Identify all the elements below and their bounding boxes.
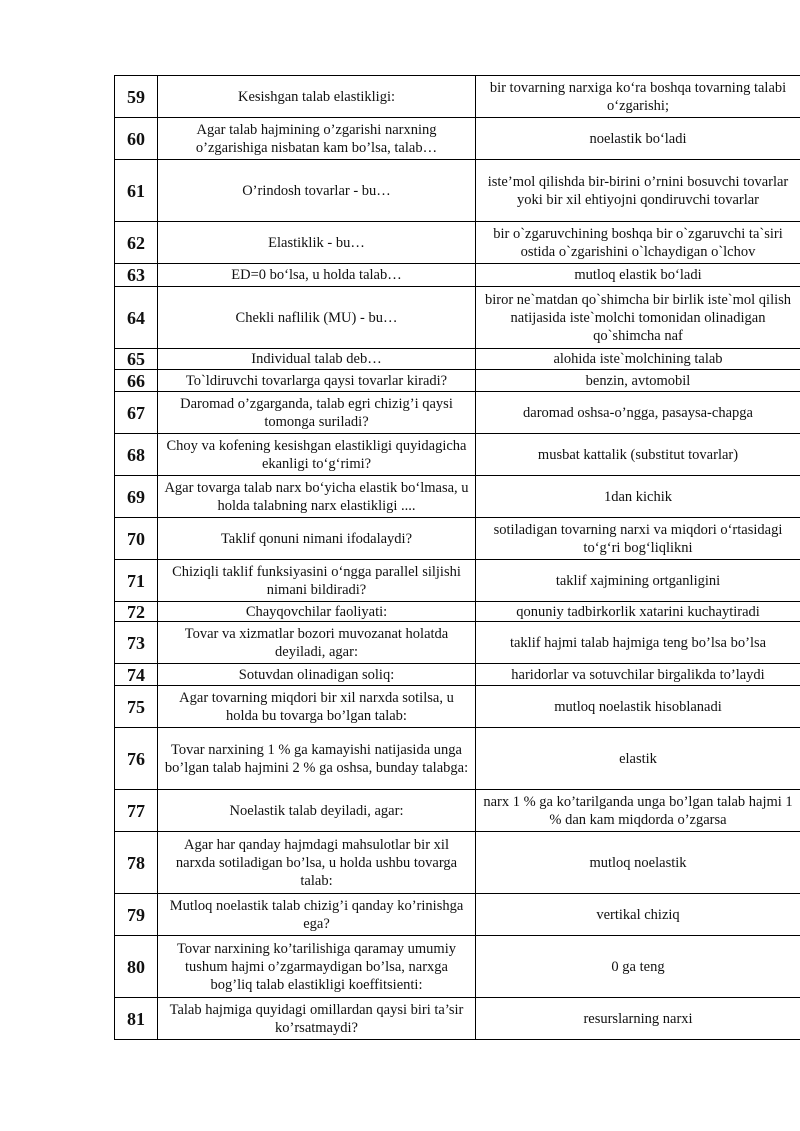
answer-cell: mutloq noelastik hisoblanadi <box>476 686 800 728</box>
question-cell: Tovar va xizmatlar bozori muvozanat holatda deyiladi, agar: <box>158 622 476 664</box>
table-row <box>115 118 800 160</box>
answer-cell: musbat kattalik (substitut tovarlar) <box>476 434 800 476</box>
question-cell: Agar tovarning miqdori bir xil narxda sotilsa, u holda bu tovarga bo’lgan talab: <box>158 686 476 728</box>
table-row <box>115 602 800 622</box>
row-number: 71 <box>115 560 158 602</box>
row-number: 67 <box>115 392 158 434</box>
table-row <box>115 622 800 664</box>
answer-cell: daromad oshsa-o’ngga, pasaysa-chapga <box>476 392 800 434</box>
question-cell: O’rindosh tovarlar - bu… <box>158 160 476 222</box>
row-number: 73 <box>115 622 158 664</box>
question-answer-table <box>114 75 800 1040</box>
answer-cell: taklif hajmi talab hajmiga teng bo’lsa bo’lsa <box>476 622 800 664</box>
row-number: 60 <box>115 118 158 160</box>
table-body <box>115 76 800 1040</box>
answer-cell: bir o`zgaruvchining boshqa bir o`zgaruvchi ta`siri ostida o`zgarishini o`lchaydigan o`lchov <box>476 222 800 264</box>
answer-cell: vertikal chiziq <box>476 894 800 936</box>
question-cell: Sotuvdan olinadigan soliq: <box>158 664 476 686</box>
table-row <box>115 287 800 349</box>
row-number: 69 <box>115 476 158 518</box>
answer-cell: elastik <box>476 728 800 790</box>
row-number: 77 <box>115 790 158 832</box>
question-cell: Chekli naflilik (MU) - bu… <box>158 287 476 349</box>
row-number: 70 <box>115 518 158 560</box>
question-cell: Agar talab hajmining o’zgarishi narxning o’zgarishiga nisbatan kam bo’lsa, talab… <box>158 118 476 160</box>
answer-cell: resurslarning narxi <box>476 998 800 1040</box>
question-cell: Agar tovarga talab narx bo‘yicha elastik bo‘lmasa, u holda talabning narx elastikligi .... <box>158 476 476 518</box>
question-cell: Chayqovchilar faoliyati: <box>158 602 476 622</box>
answer-cell: biror ne`matdan qo`shimcha bir birlik iste`mol qilish natijasida iste`molchi tomonidan olinadigan qo`shimcha naf <box>476 287 800 349</box>
answer-cell: iste’mol qilishda bir-birini o’rnini bosuvchi tovarlar yoki bir xil ehtiyojni qondiruvchi tovarlar <box>476 160 800 222</box>
question-cell: Chiziqli taklif funksiyasini o‘ngga parallel siljishi nimani bildiradi? <box>158 560 476 602</box>
question-cell: Tovar narxining ko’tarilishiga qaramay umumiy tushum hajmi o’zgarmaydigan bo’lsa, narxga bog’liq talab elastikligi koeffitsienti: <box>158 936 476 998</box>
table-row <box>115 790 800 832</box>
table-row <box>115 936 800 998</box>
table-row <box>115 728 800 790</box>
answer-cell: bir tovarning narxiga ko‘ra boshqa tovarning talabi o‘zgarishi; <box>476 76 800 118</box>
table-row <box>115 832 800 894</box>
row-number: 74 <box>115 664 158 686</box>
answer-cell: alohida iste`molchining talab <box>476 349 800 370</box>
table-row <box>115 998 800 1040</box>
row-number: 66 <box>115 370 158 392</box>
table-row <box>115 664 800 686</box>
answer-cell: narx 1 % ga ko’tarilganda unga bo’lgan talab hajmi 1 % dan kam miqdorda o’zgarsa <box>476 790 800 832</box>
question-cell: Mutloq noelastik talab chizig’i qanday ko’rinishga ega? <box>158 894 476 936</box>
table-row <box>115 160 800 222</box>
row-number: 64 <box>115 287 158 349</box>
row-number: 76 <box>115 728 158 790</box>
answer-cell: benzin, avtomobil <box>476 370 800 392</box>
table-row <box>115 894 800 936</box>
row-number: 59 <box>115 76 158 118</box>
row-number: 72 <box>115 602 158 622</box>
question-cell: Choy va kofening kesishgan elastikligi quyidagicha ekanligi to‘g‘rimi? <box>158 434 476 476</box>
answer-cell: mutloq noelastik <box>476 832 800 894</box>
table-row <box>115 686 800 728</box>
question-cell: Agar har qanday hajmdagi mahsulotlar bir xil narxda sotiladigan bo’lsa, u holda ushbu tovarga talab: <box>158 832 476 894</box>
table-row <box>115 476 800 518</box>
question-cell: To`ldiruvchi tovarlarga qaysi tovarlar kiradi? <box>158 370 476 392</box>
table-row <box>115 370 800 392</box>
table-row <box>115 518 800 560</box>
question-cell: Elastiklik - bu… <box>158 222 476 264</box>
question-cell: Kesishgan talab elastikligi: <box>158 76 476 118</box>
row-number: 75 <box>115 686 158 728</box>
row-number: 61 <box>115 160 158 222</box>
question-cell: Taklif qonuni nimani ifodalaydi? <box>158 518 476 560</box>
table-row <box>115 76 800 118</box>
row-number: 80 <box>115 936 158 998</box>
row-number: 62 <box>115 222 158 264</box>
row-number: 79 <box>115 894 158 936</box>
answer-cell: mutloq elastik bo‘ladi <box>476 264 800 287</box>
question-cell: Tovar narxining 1 % ga kamayishi natijasida unga bo’lgan talab hajmini 2 % ga oshsa, bunday talabga: <box>158 728 476 790</box>
answer-cell: 1dan kichik <box>476 476 800 518</box>
table-row <box>115 434 800 476</box>
row-number: 63 <box>115 264 158 287</box>
table-row <box>115 349 800 370</box>
table-row <box>115 222 800 264</box>
answer-cell: noelastik bo‘ladi <box>476 118 800 160</box>
question-cell: ED=0 bo‘lsa, u holda talab… <box>158 264 476 287</box>
question-cell: Noelastik talab deyiladi, agar: <box>158 790 476 832</box>
row-number: 68 <box>115 434 158 476</box>
table-row <box>115 264 800 287</box>
table-row <box>115 392 800 434</box>
table-row <box>115 560 800 602</box>
question-cell: Individual talab deb… <box>158 349 476 370</box>
row-number: 78 <box>115 832 158 894</box>
row-number: 81 <box>115 998 158 1040</box>
question-cell: Talab hajmiga quyidagi omillardan qaysi biri ta’sir ko’rsatmaydi? <box>158 998 476 1040</box>
row-number: 65 <box>115 349 158 370</box>
answer-cell: sotiladigan tovarning narxi va miqdori o‘rtasidagi to‘g‘ri bog‘liqlikni <box>476 518 800 560</box>
answer-cell: 0 ga teng <box>476 936 800 998</box>
answer-cell: haridorlar va sotuvchilar birgalikda to’laydi <box>476 664 800 686</box>
question-cell: Daromad o’zgarganda, talab egri chizig’i qaysi tomonga suriladi? <box>158 392 476 434</box>
answer-cell: qonuniy tadbirkorlik xatarini kuchaytiradi <box>476 602 800 622</box>
answer-cell: taklif xajmining ortganligini <box>476 560 800 602</box>
